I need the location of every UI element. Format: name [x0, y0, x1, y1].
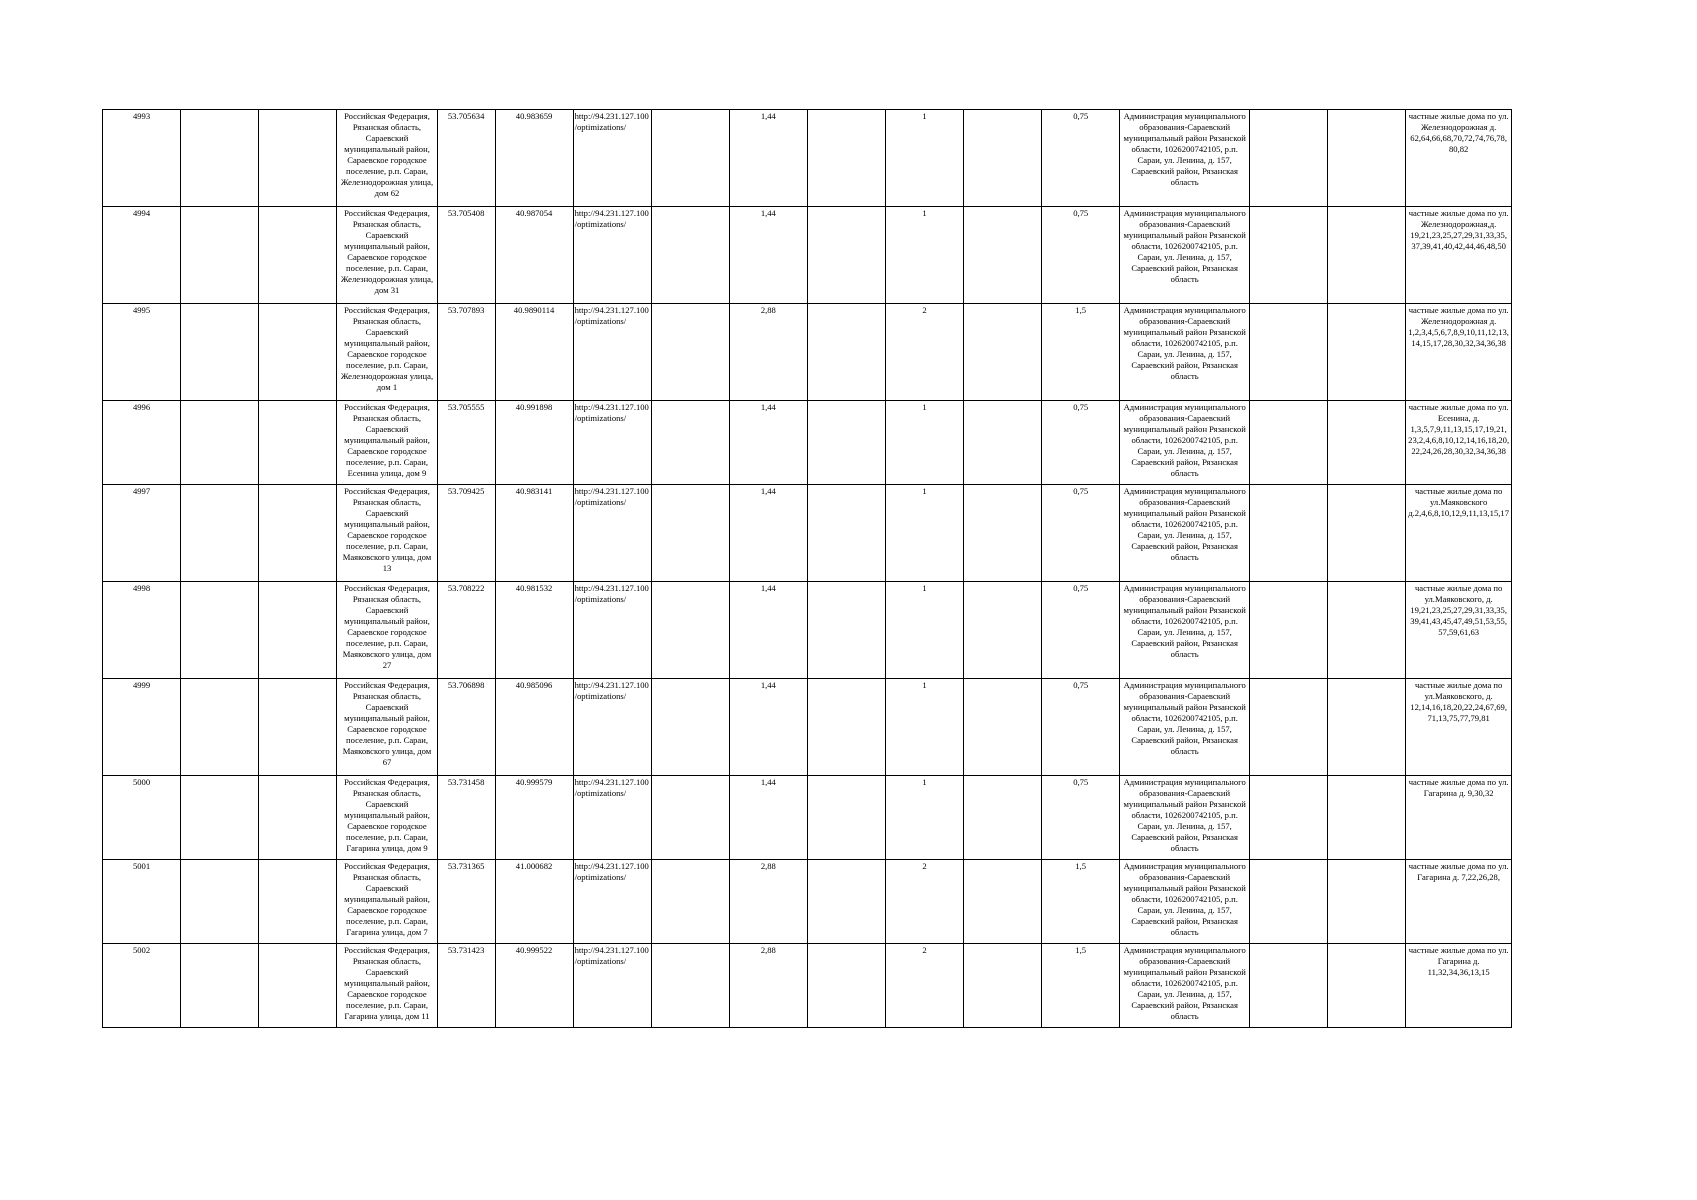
area-cell: 1,44 [729, 110, 807, 207]
latitude-cell: 53.706898 [437, 679, 495, 776]
empty-cell [259, 401, 337, 485]
empty-cell [1328, 110, 1406, 207]
owner-cell: Администрация муниципального образования-Сараевский муниципальный район Рязанской области, 1026200742105, р.п. Сараи, ул. Ленина, д. 157, Сараевский район, Рязанская область [1120, 110, 1250, 207]
longitude-cell: 40.991898 [495, 401, 573, 485]
address-cell: Российская Федерация, Рязанская область, Сараевский муниципальный район, Сараевское городское поселение, р.п. Сараи, Гагарина улица, дом 11 [337, 944, 437, 1028]
container-count-cell: 1 [885, 401, 963, 485]
table-row [103, 944, 1512, 1028]
owner-cell: Администрация муниципального образования-Сараевский муниципальный район Рязанской области, 1026200742105, р.п. Сараи, ул. Ленина, д. 157, Сараевский район, Рязанская область [1120, 860, 1250, 944]
empty-cell [1328, 776, 1406, 860]
empty-cell [1328, 944, 1406, 1028]
volume-cell: 0,75 [1042, 110, 1120, 207]
empty-cell [964, 401, 1042, 485]
empty-cell [651, 110, 729, 207]
row-number: 4998 [103, 582, 181, 679]
owner-cell: Администрация муниципального образования-Сараевский муниципальный район Рязанской области, 1026200742105, р.п. Сараи, ул. Ленина, д. 157, Сараевский район, Рязанская область [1120, 776, 1250, 860]
sources-cell: частные жилые дома по ул. Железнодорожная д. 62,64,66,68,70,72,74,76,78, 80,82 [1406, 110, 1512, 207]
address-cell: Российская Федерация, Рязанская область, Сараевский муниципальный район, Сараевское городское поселение, р.п. Сараи, Маяковского улица, дом 13 [337, 485, 437, 582]
address-cell: Российская Федерация, Рязанская область, Сараевский муниципальный район, Сараевское городское поселение, р.п. Сараи, Железнодорожная улица, дом 31 [337, 207, 437, 304]
empty-cell [1250, 582, 1328, 679]
latitude-cell: 53.705555 [437, 401, 495, 485]
empty-cell [651, 860, 729, 944]
address-cell: Российская Федерация, Рязанская область, Сараевский муниципальный район, Сараевское городское поселение, р.п. Сараи, Гагарина улица, дом 7 [337, 860, 437, 944]
sources-cell: частные жилые дома по ул.Маяковского, д. 19,21,23,25,27,29,31,33,35, 39,41,43,45,47,49,51,53,55, 57,59,61,63 [1406, 582, 1512, 679]
row-number: 4993 [103, 110, 181, 207]
latitude-cell: 53.708222 [437, 582, 495, 679]
empty-cell [964, 860, 1042, 944]
empty-cell [259, 679, 337, 776]
empty-cell [1250, 304, 1328, 401]
empty-cell [1250, 860, 1328, 944]
owner-cell: Администрация муниципального образования-Сараевский муниципальный район Рязанской области, 1026200742105, р.п. Сараи, ул. Ленина, д. 157, Сараевский район, Рязанская область [1120, 485, 1250, 582]
empty-cell [1250, 207, 1328, 304]
volume-cell: 1,5 [1042, 860, 1120, 944]
container-count-cell: 1 [885, 207, 963, 304]
row-number: 5000 [103, 776, 181, 860]
address-cell: Российская Федерация, Рязанская область, Сараевский муниципальный район, Сараевское городское поселение, р.п. Сараи, Маяковского улица, дом 27 [337, 582, 437, 679]
empty-cell [1250, 485, 1328, 582]
area-cell: 2,88 [729, 860, 807, 944]
empty-cell [259, 582, 337, 679]
empty-cell [651, 207, 729, 304]
address-cell: Российская Федерация, Рязанская область, Сараевский муниципальный район, Сараевское городское поселение, р.п. Сараи, Есенина улица, дом 9 [337, 401, 437, 485]
owner-cell: Администрация муниципального образования-Сараевский муниципальный район Рязанской области, 1026200742105, р.п. Сараи, ул. Ленина, д. 157, Сараевский район, Рязанская область [1120, 944, 1250, 1028]
empty-cell [259, 207, 337, 304]
empty-cell [181, 401, 259, 485]
empty-cell [651, 776, 729, 860]
row-number: 4999 [103, 679, 181, 776]
url-link[interactable]: http://94.231.127.100/optimizations/ [573, 944, 651, 1028]
longitude-cell: 40.999522 [495, 944, 573, 1028]
sources-cell: частные жилые дома по ул. Гагарина д. 7,22,26,28, [1406, 860, 1512, 944]
area-cell: 1,44 [729, 776, 807, 860]
empty-cell [259, 860, 337, 944]
empty-cell [181, 679, 259, 776]
area-cell: 1,44 [729, 582, 807, 679]
table-row [103, 207, 1512, 304]
table-row [103, 401, 1512, 485]
empty-cell [1250, 776, 1328, 860]
empty-cell [964, 679, 1042, 776]
area-cell: 2,88 [729, 304, 807, 401]
latitude-cell: 53.731365 [437, 860, 495, 944]
latitude-cell: 53.705634 [437, 110, 495, 207]
empty-cell [807, 401, 885, 485]
url-link[interactable]: http://94.231.127.100/optimizations/ [573, 304, 651, 401]
latitude-cell: 53.709425 [437, 485, 495, 582]
empty-cell [259, 110, 337, 207]
table-row [103, 304, 1512, 401]
volume-cell: 0,75 [1042, 679, 1120, 776]
area-cell: 1,44 [729, 485, 807, 582]
empty-cell [807, 485, 885, 582]
row-number: 4994 [103, 207, 181, 304]
container-count-cell: 1 [885, 582, 963, 679]
owner-cell: Администрация муниципального образования-Сараевский муниципальный район Рязанской области, 1026200742105, р.п. Сараи, ул. Ленина, д. 157, Сараевский район, Рязанская область [1120, 679, 1250, 776]
volume-cell: 0,75 [1042, 401, 1120, 485]
empty-cell [807, 304, 885, 401]
area-cell: 1,44 [729, 401, 807, 485]
empty-cell [651, 679, 729, 776]
empty-cell [964, 207, 1042, 304]
empty-cell [964, 110, 1042, 207]
empty-cell [964, 776, 1042, 860]
latitude-cell: 53.705408 [437, 207, 495, 304]
address-cell: Российская Федерация, Рязанская область, Сараевский муниципальный район, Сараевское городское поселение, р.п. Сараи, Гагарина улица, дом 9 [337, 776, 437, 860]
container-count-cell: 1 [885, 776, 963, 860]
empty-cell [1328, 582, 1406, 679]
volume-cell: 0,75 [1042, 207, 1120, 304]
sources-cell: частные жилые дома по ул. Железнодорожная д. 1,2,3,4,5,6,7,8,9,10,11,12,13,14,15,17,28,30,32,34,36,38 [1406, 304, 1512, 401]
container-count-cell: 2 [885, 304, 963, 401]
empty-cell [651, 401, 729, 485]
empty-cell [181, 582, 259, 679]
empty-cell [1328, 860, 1406, 944]
empty-cell [259, 485, 337, 582]
address-cell: Российская Федерация, Рязанская область, Сараевский муниципальный район, Сараевское городское поселение, р.п. Сараи, Маяковского улица, дом 67 [337, 679, 437, 776]
volume-cell: 0,75 [1042, 582, 1120, 679]
empty-cell [1328, 207, 1406, 304]
container-count-cell: 1 [885, 110, 963, 207]
registry-table [102, 109, 1512, 1028]
empty-cell [807, 110, 885, 207]
sources-cell: частные жилые дома по ул. Железнодорожная,д. 19,21,23,25,27,29,31,33,35, 37,39,41,40,42,44,46,48,50 [1406, 207, 1512, 304]
volume-cell: 1,5 [1042, 944, 1120, 1028]
row-number: 5001 [103, 860, 181, 944]
url-link[interactable]: http://94.231.127.100/optimizations/ [573, 485, 651, 582]
row-number: 4995 [103, 304, 181, 401]
empty-cell [807, 679, 885, 776]
sources-cell: частные жилые дома по ул. Гагарина д. 11,32,34,36,13,15 [1406, 944, 1512, 1028]
url-link[interactable]: http://94.231.127.100/optimizations/ [573, 207, 651, 304]
volume-cell: 1,5 [1042, 304, 1120, 401]
volume-cell: 0,75 [1042, 776, 1120, 860]
longitude-cell: 41.000682 [495, 860, 573, 944]
empty-cell [807, 207, 885, 304]
address-cell: Российская Федерация, Рязанская область, Сараевский муниципальный район, Сараевское городское поселение, р.п. Сараи, Железнодорожная улица, дом 1 [337, 304, 437, 401]
empty-cell [181, 860, 259, 944]
latitude-cell: 53.707893 [437, 304, 495, 401]
owner-cell: Администрация муниципального образования-Сараевский муниципальный район Рязанской области, 1026200742105, р.п. Сараи, ул. Ленина, д. 157, Сараевский район, Рязанская область [1120, 207, 1250, 304]
empty-cell [807, 776, 885, 860]
empty-cell [181, 944, 259, 1028]
longitude-cell: 40.987054 [495, 207, 573, 304]
empty-cell [259, 304, 337, 401]
table-row [103, 582, 1512, 679]
empty-cell [1328, 401, 1406, 485]
table-row [103, 860, 1512, 944]
url-link[interactable]: http://94.231.127.100/optimizations/ [573, 860, 651, 944]
empty-cell [181, 776, 259, 860]
empty-cell [1328, 304, 1406, 401]
empty-cell [964, 485, 1042, 582]
area-cell: 2,88 [729, 944, 807, 1028]
area-cell: 1,44 [729, 207, 807, 304]
row-number: 4996 [103, 401, 181, 485]
table-row [103, 110, 1512, 207]
longitude-cell: 40.983141 [495, 485, 573, 582]
empty-cell [1328, 679, 1406, 776]
sources-cell: частные жилые дома по ул.Маяковского д.2,4,6,8,10,12,9,11,13,15,17 [1406, 485, 1512, 582]
table-row [103, 485, 1512, 582]
volume-cell: 0,75 [1042, 485, 1120, 582]
sources-cell: частные жилые дома по ул. Есенина, д. 1,3,5,7,9,11,13,15,17,19,21, 23,2,4,6,8,10,12,14,16,18,20,22,24,26,28,30,32,34,36,38 [1406, 401, 1512, 485]
sources-cell: частные жилые дома по ул. Гагарина д. 9,30,32 [1406, 776, 1512, 860]
empty-cell [1250, 401, 1328, 485]
container-count-cell: 1 [885, 485, 963, 582]
container-count-cell: 1 [885, 679, 963, 776]
url-link[interactable]: http://94.231.127.100/optimizations/ [573, 776, 651, 860]
url-link[interactable]: http://94.231.127.100/optimizations/ [573, 582, 651, 679]
empty-cell [964, 944, 1042, 1028]
empty-cell [181, 304, 259, 401]
address-cell: Российская Федерация, Рязанская область, Сараевский муниципальный район, Сараевское городское поселение, р.п. Сараи, Железнодорожная улица, дом 62 [337, 110, 437, 207]
empty-cell [964, 582, 1042, 679]
empty-cell [259, 776, 337, 860]
owner-cell: Администрация муниципального образования-Сараевский муниципальный район Рязанской области, 1026200742105, р.п. Сараи, ул. Ленина, д. 157, Сараевский район, Рязанская область [1120, 401, 1250, 485]
row-number: 5002 [103, 944, 181, 1028]
empty-cell [181, 485, 259, 582]
empty-cell [259, 944, 337, 1028]
empty-cell [181, 207, 259, 304]
longitude-cell: 40.999579 [495, 776, 573, 860]
url-link[interactable]: http://94.231.127.100/optimizations/ [573, 401, 651, 485]
container-count-cell: 2 [885, 860, 963, 944]
area-cell: 1,44 [729, 679, 807, 776]
url-link[interactable]: http://94.231.127.100/optimizations/ [573, 679, 651, 776]
empty-cell [1250, 944, 1328, 1028]
table-row [103, 679, 1512, 776]
longitude-cell: 40.981532 [495, 582, 573, 679]
longitude-cell: 40.985096 [495, 679, 573, 776]
table-row [103, 776, 1512, 860]
url-link[interactable]: http://94.231.127.100/optimizations/ [573, 110, 651, 207]
row-number: 4997 [103, 485, 181, 582]
registry-body [103, 110, 1512, 1028]
owner-cell: Администрация муниципального образования-Сараевский муниципальный район Рязанской области, 1026200742105, р.п. Сараи, ул. Ленина, д. 157, Сараевский район, Рязанская область [1120, 304, 1250, 401]
owner-cell: Администрация муниципального образования-Сараевский муниципальный район Рязанской области, 1026200742105, р.п. Сараи, ул. Ленина, д. 157, Сараевский район, Рязанская область [1120, 582, 1250, 679]
latitude-cell: 53.731423 [437, 944, 495, 1028]
empty-cell [651, 944, 729, 1028]
empty-cell [807, 860, 885, 944]
empty-cell [807, 582, 885, 679]
empty-cell [1250, 110, 1328, 207]
longitude-cell: 40.9890114 [495, 304, 573, 401]
latitude-cell: 53.731458 [437, 776, 495, 860]
sources-cell: частные жилые дома по ул.Маяковского, д. 12,14,16,18,20,22,24,67,69, 71,13,75,77,79,81 [1406, 679, 1512, 776]
empty-cell [651, 485, 729, 582]
empty-cell [651, 304, 729, 401]
empty-cell [181, 110, 259, 207]
empty-cell [651, 582, 729, 679]
container-count-cell: 2 [885, 944, 963, 1028]
empty-cell [964, 304, 1042, 401]
empty-cell [1250, 679, 1328, 776]
empty-cell [807, 944, 885, 1028]
longitude-cell: 40.983659 [495, 110, 573, 207]
empty-cell [1328, 485, 1406, 582]
